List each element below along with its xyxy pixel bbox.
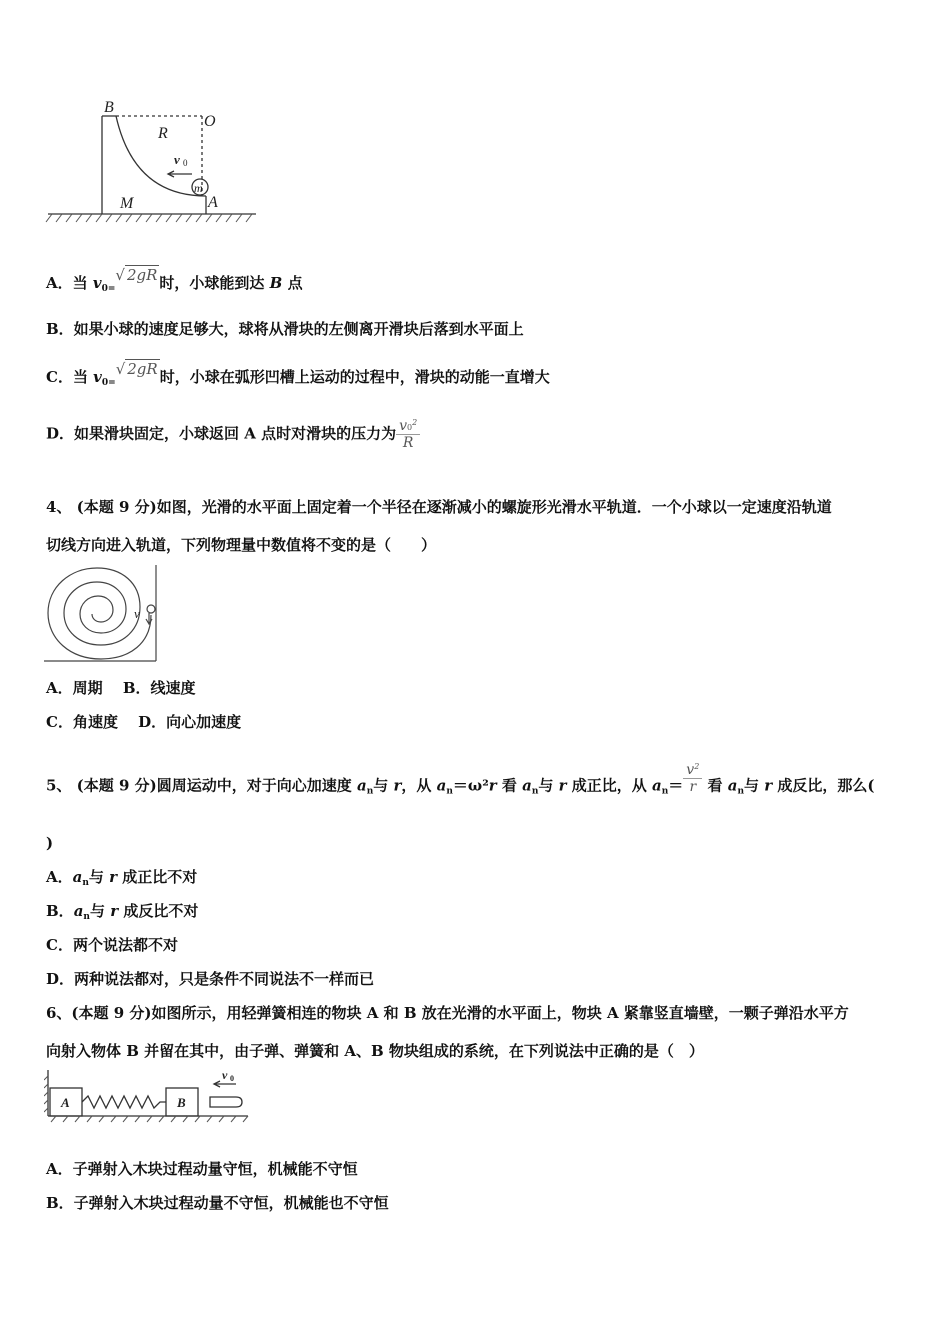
q5-option-d: D．两种说法都对，只是条件不同说法不一样而已: [46, 970, 375, 988]
sqrt-expression: √ 2gR: [115, 266, 158, 284]
label-v0-sub: 0: [183, 158, 188, 168]
bullet-v-label: v: [222, 1068, 228, 1082]
spiral-track-figure: [44, 563, 162, 665]
label-m-ball: m: [194, 181, 203, 195]
block-b-label: B: [177, 1095, 186, 1110]
q5-option-c: C．两个说法都不对: [46, 936, 178, 954]
sqrt-expression: √ 2gR: [115, 360, 158, 378]
q5-option-a: A．$a_n$与 r 成正比不对: [46, 868, 198, 888]
label-o: O: [204, 113, 216, 130]
q4-options-row1: A．周期 B．线速度: [46, 679, 196, 697]
label-v0: v: [174, 152, 180, 167]
q4-options-row2: C．角速度 D．向心加速度: [46, 713, 242, 731]
fraction-v2-over-r: $\frac{v^2}{r}$: [683, 762, 702, 795]
q4-stem-line1: 4、 (本题 9 分)如图，光滑的水平面上固定着一个半径在逐渐减小的螺旋形光滑水平轨道．一个小球以一定速度沿轨道: [46, 498, 832, 516]
q3-option-b: B．如果小球的速度足够大，球将从滑块的左侧离开滑块后落到水平面上: [46, 320, 524, 338]
q3-option-a: A．当 $v_{0=}√$ 2gR 时，小球能到达 B 点: [46, 266, 303, 294]
block-a-label: A: [61, 1095, 70, 1110]
q5-option-b: B．$a_n$与 r 成反比不对: [46, 902, 199, 922]
label-m-slider: M: [120, 195, 134, 212]
q3-option-c: C．当 $v_{0=}√$ 2gR 时，小球在弧形凹槽上运动的过程中，滑块的动能一直增大: [46, 360, 550, 388]
label-r: R: [158, 125, 168, 142]
label-b: B: [104, 99, 114, 116]
q3-option-d: D．如果滑块固定，小球返回 A 点时对滑块的压力为 $\frac{v0^2}{R}$: [46, 418, 420, 451]
q6-option-b: B．子弹射入木块过程动量不守恒，机械能也不守恒: [46, 1194, 389, 1212]
q6-stem-line2: 向射入物体 B 并留在其中，由子弹、弹簧和 A、B 物块组成的系统，在下列说法中正确的是（ ）: [46, 1042, 704, 1060]
spiral-v-label: v: [134, 606, 140, 621]
label-a: A: [208, 194, 218, 211]
bullet-v-sub: 0: [230, 1074, 234, 1083]
q6-option-a: A．子弹射入木块过程动量守恒，机械能不守恒: [46, 1160, 358, 1178]
fraction-v0sq-over-r: $\frac{v0^2}{R}$: [396, 418, 420, 451]
q5-stem-close: ): [46, 834, 54, 852]
q6-stem-line1: 6、(本题 9 分)如图所示，用轻弹簧相连的物块 A 和 B 放在光滑的水平面上，物块 A 紧靠竖直墙壁，一颗子弹沿水平方: [46, 1004, 849, 1022]
q5-stem: 5、 (本题 9 分)圆周运动中，对于向心加速度 $a_n$与 r，从 $a_n=\omega^2r$ 看 $a_n$与 r 成正比，从 $a_n=$ $\frac{v^2}{r}$ 看 $a_n$与 r 成反比，那么(: [46, 762, 875, 797]
spring-blocks-figure: [44, 1066, 250, 1126]
q4-stem-line2: 切线方向进入轨道，下列物理量中数值将不变的是（ ）: [46, 536, 437, 554]
slider-figure: [44, 96, 260, 226]
